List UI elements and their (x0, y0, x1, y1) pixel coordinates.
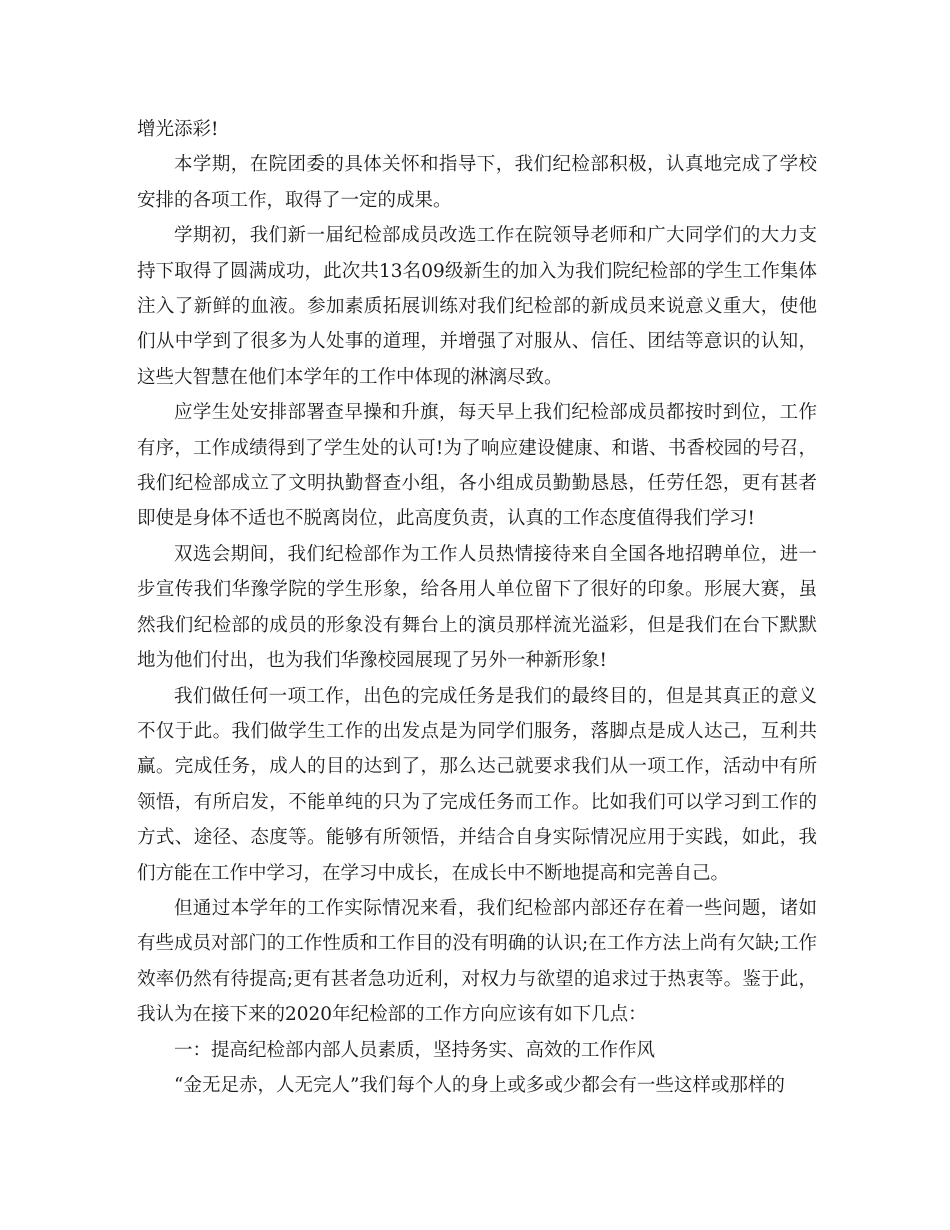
paragraph-7: 但通过本学年的工作实际情况来看，我们纪检部内部还存在着一些问题，诸如有些成员对部门的工作性质和工作目的没有明确的认识;在工作方法上尚有欠缺;工作效率仍然有待提高;更有甚者急功近利，对权力与欲望的追求过于热衷等。鉴于此，我认为在接下来的2020年纪检部的工作方向应该有如下几点： (137, 897, 817, 1026)
paragraph-8: “金无足赤，人无完人”我们每个人的身上或多或少都会有一些这样或那样的 (174, 1074, 785, 1096)
paragraph-3: 学期初，我们新一届纪检部成员改选工作在院领导老师和广大同学们的大力支持下取得了圆满成功，此次共13名09级新生的加入为我们院纪检部的学生工作集体注入了新鲜的血液。参加素质拓展训练对我们纪检部的新成员来说意义重大，使他们从中学到了很多为人处事的道理，并增强了对服从、信任、团结等意识的认知，这些大智慧在他们本学年的工作中体现的淋漓尽致。 (137, 225, 817, 388)
paragraph-2: 本学期，在院团委的具体关怀和指导下，我们纪检部积极，认真地完成了学校安排的各项工作，取得了一定的成果。 (137, 154, 817, 211)
paragraph-1: 增光添彩! (137, 119, 219, 140)
section-heading: 一：提高纪检部内部人员素质，坚持务实、高效的工作作风 (174, 1039, 656, 1061)
document-body (137, 112, 817, 1103)
paragraph-6: 我们做任何一项工作，出色的完成任务是我们的最终目的，但是其真正的意义不仅于此。我们做学生工作的出发点是为同学们服务，落脚点是成人达己，互利共赢。完成任务，成人的目的达到了，那么达己就要求我们从一项工作，活动中有所领悟，有所启发，不能单纯的只为了完成任务而工作。比如我们可以学习到工作的方式、途径、态度等。能够有所领悟，并结合自身实际情况应用于实践，如此，我们方能在工作中学习，在学习中成长，在成长中不断地提高和完善自己。 (137, 685, 817, 884)
paragraph-4: 应学生处安排部署查早操和升旗，每天早上我们纪检部成员都按时到位，工作有序，工作成绩得到了学生处的认可!为了响应建设健康、和谐、书香校园的号召，我们纪检部成立了文明执勤督查小组，各小组成员勤勤恳恳，任劳任怨，更有甚者即使是身体不适也不脱离岗位，此高度负责，认真的工作态度值得我们学习! (137, 402, 817, 530)
paragraph-5: 双选会期间，我们纪检部作为工作人员热情接待来自全国各地招聘单位，进一步宣传我们华豫学院的学生形象，给各用人单位留下了很好的印象。形展大赛，虽然我们纪检部的成员的形象没有舞台上的演员那样流光溢彩，但是我们在台下默默地为他们付出，也为我们华豫校园展现了另外一种新形象! (137, 543, 817, 672)
